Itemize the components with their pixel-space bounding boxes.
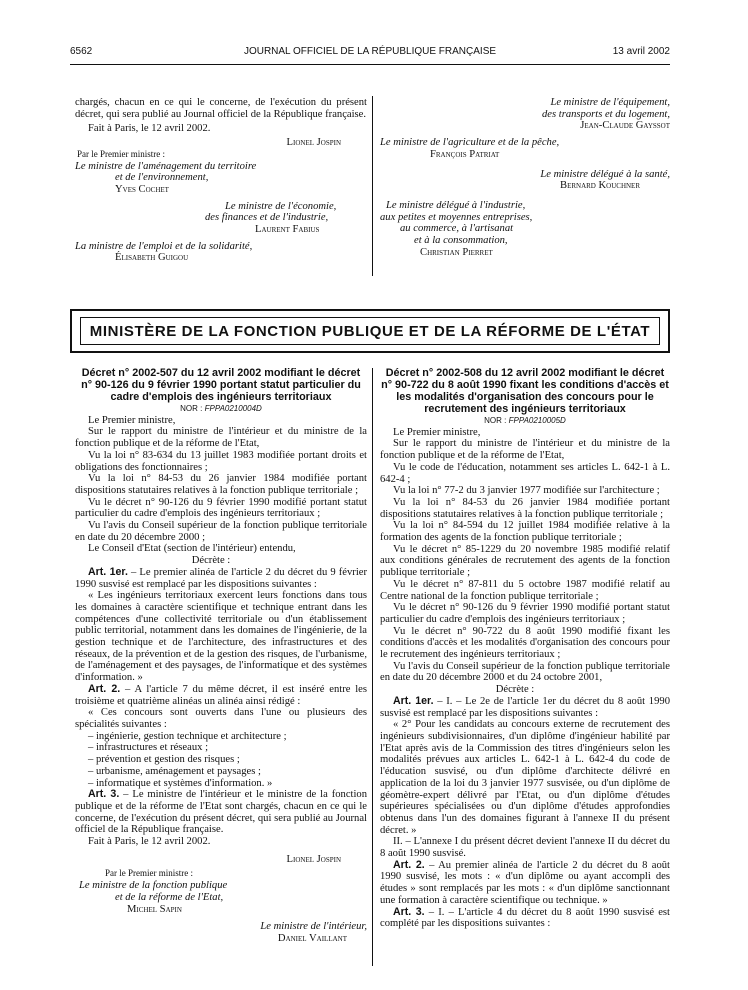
paragraph: Sur le rapport du ministre de l'intérieur et du ministre de la fonction publique et de la réforme de l'Etat, <box>75 426 367 450</box>
top-left-column <box>75 97 367 264</box>
par-le-premier-ministre: Par le Premier ministre : <box>77 148 165 159</box>
right-decree-column <box>380 367 670 930</box>
paragraph: Vu l'avis du Conseil supérieur de la fonction publique territoriale en date du 20 décembre 2000 et du 24 octobre 2001, <box>380 660 670 684</box>
nor-reference <box>75 403 367 415</box>
ministry-title: MINISTÈRE DE LA FONCTION PUBLIQUE ET DE LA RÉFORME DE L'ÉTAT <box>80 317 660 345</box>
article-label: Art. 3. <box>88 788 120 801</box>
article-1 <box>380 696 670 719</box>
signature-title: et à la consommation, <box>414 235 508 247</box>
paragraph: Vu la loi n° 77-2 du 3 janvier 1977 modifiée sur l'architecture ; <box>393 485 660 497</box>
page-number: 6562 <box>70 46 93 57</box>
paragraph: Vu le décret n° 90-126 du 9 février 1990 modifié portant statut particulier du cadre d'emplois des ingénieurs territoriaux ; <box>75 496 367 520</box>
signature-title: Le ministre de l'économie, <box>225 200 337 212</box>
article-3 <box>380 907 670 930</box>
quote: « Ces concours sont ouverts dans l'une ou plusieurs des spécialités suivantes : <box>75 707 367 730</box>
list-item: – prévention et gestion des risques ; <box>88 754 240 766</box>
paragraph: Vu le décret n° 85-1229 du 20 novembre 1985 modifié relatif aux conditions générales de recrutement des agents de la fonction publique territoriale ; <box>380 543 670 579</box>
article-label: Art. 2. <box>393 858 425 871</box>
list-item: – urbanisme, aménagement et paysages ; <box>88 765 261 777</box>
paragraph: Vu le décret n° 90-722 du 8 août 1990 modifié fixant les conditions d'accès et les modalités d'organisation des concours pour le recrutement des ingénieurs territoriaux ; <box>380 625 670 661</box>
top-right-column <box>380 97 670 258</box>
signature-name: Christian Pierret <box>420 246 493 258</box>
article-text: – I. – Le 2e de l'article 1er du décret du 8 août 1990 susvisé est remplacé par les dispositions suivantes : <box>380 695 670 719</box>
signature-title: Le ministre de la fonction publique <box>79 880 228 892</box>
nor-value: FPPA0210004D <box>204 404 262 413</box>
paragraph: Vu la loi n° 84-53 du 26 janvier 1984 modifiée portant dispositions statutaires relatives à la fonction publique territoriale ; <box>380 496 670 520</box>
article-label: Art. 1er. <box>88 565 128 578</box>
signature-name: Jean-Claude Gayssot <box>580 120 670 132</box>
paragraph: Vu la loi n° 83-634 du 13 juillet 1983 modifiée portant droits et obligations des fonctionnaires ; <box>75 449 367 473</box>
paragraph: Vu la loi n° 84-594 du 12 juillet 1984 modifiée relative à la formation des agents de la fonction publique territoriale ; <box>380 520 670 544</box>
fait-a-paris: Fait à Paris, le 12 avril 2002. <box>88 123 211 135</box>
column-divider-main <box>372 368 373 966</box>
article-label: Art. 3. <box>393 905 425 918</box>
signature-title: Le ministre de l'intérieur, <box>260 921 367 933</box>
article-label: Art. 1er. <box>393 694 434 707</box>
article-text: – A l'article 7 du même décret, il est inséré entre les troisième et quatrième alinéas un alinéa ainsi rédigé : <box>75 683 367 707</box>
signature-title: Le ministre délégué à la santé, <box>540 168 670 180</box>
signature-title: Le ministre délégué à l'industrie, <box>386 199 526 211</box>
paragraph: Le Conseil d'Etat (section de l'intérieur) entendu, <box>88 543 296 555</box>
signature-name: Yves Cochet <box>115 183 169 195</box>
article-text: – Au premier alinéa de l'article 2 du décret du 8 août 1990 susvisé, les mots : « d'un diplôme ou ayant accompli des études » sont remplacés par les mots : « d'un diplôme sanctionnant une formation à caractère scientifique ou technique. » <box>380 859 670 906</box>
fait-a-paris: Fait à Paris, le 12 avril 2002. <box>88 836 211 848</box>
article-text: – Le premier alinéa de l'article 2 du décret du 9 février 1990 susvisé est remplacé par les dispositions suivantes : <box>75 566 367 590</box>
ministry-banner <box>70 309 670 353</box>
article-text: – Le ministre de l'intérieur et le ministre de la fonction publique et de la réforme de l'Etat sont chargés, chacun en ce qui le concerne, de l'exécution du présent décret, qui sera publié au Journal officiel de la République française. <box>75 789 368 836</box>
paragraph: Vu le décret n° 90-126 du 9 février 1990 modifié portant statut particulier du cadre d'emplois des ingénieurs territoriaux ; <box>380 602 670 625</box>
signature-title: des finances et de l'industrie, <box>205 212 329 224</box>
par-le-premier-ministre: Par le Premier ministre : <box>105 868 193 879</box>
signature-name: Daniel Vaillant <box>277 932 347 944</box>
decrete-label: Décrète : <box>191 555 231 567</box>
decree-title: Décret n° 2002-507 du 12 avril 2002 modifiant le décret n° 90-126 du 9 février 1990 portant statut particulier du cadre d'emplois des ingénieurs territoriaux <box>81 367 361 403</box>
list-item: – informatique et systèmes d'information. » <box>88 777 273 789</box>
page-header <box>70 46 670 60</box>
signer-main: Lionel Jospin <box>286 137 341 149</box>
decree-title: Décret n° 2002-508 du 12 avril 2002 modifiant le décret n° 90-722 du 8 août 1990 fixant les conditions d'accès et les modalités d'organisation des concours pour le recrutement des ingénieurs territoriaux <box>381 367 669 415</box>
issue-date: 13 avril 2002 <box>612 46 670 57</box>
paragraph: Sur le rapport du ministre de l'intérieur et du ministre de la fonction publique et de la réforme de l'Etat, <box>380 438 670 462</box>
signature-title: aux petites et moyennes entreprises, <box>380 211 533 223</box>
signature-title: Le ministre de l'agriculture et de la pêche, <box>380 137 560 149</box>
signature-title: au commerce, à l'artisanat <box>400 223 514 235</box>
left-decree-column <box>75 367 367 945</box>
signature-name: François Patriat <box>430 148 500 160</box>
signature-title: La ministre de l'emploi et de la solidarité, <box>75 240 253 252</box>
signature-title: Le ministre de l'équipement, <box>550 97 670 108</box>
article-text: – I. – L'article 4 du décret du 8 août 1990 susvisé est complété par les dispositions suivantes : <box>380 906 670 930</box>
paragraph: Vu le code de l'éducation, notamment ses articles L. 642-1 à L. 642-4 ; <box>380 461 670 485</box>
paragraph: Vu la loi n° 84-53 du 26 janvier 1984 modifiée portant dispositions statutaires relatives à la fonction publique territoriale ; <box>75 473 367 496</box>
nor-reference <box>380 415 670 427</box>
paragraph: Le Premier ministre, <box>88 414 176 426</box>
signer-main: Lionel Jospin <box>286 853 341 865</box>
list-item: – infrastructures et réseaux ; <box>88 742 209 754</box>
signature-title: et de l'environnement, <box>115 172 209 184</box>
signature-title: des transports et du logement, <box>542 108 670 120</box>
paragraph: Vu l'avis du Conseil supérieur de la fonction publique territoriale en date du 20 décembre 2000 ; <box>75 520 367 543</box>
quote: « Les ingénieurs territoriaux exercent leurs fonctions dans tous les domaines à caractère scientifique et technique entrant dans les compétences d'une collectivité territoriale ou d'un établissement public territorial, notamment dans les domaines de l'ingénierie, de la gestion technique et de l'architecture, des infrastructures et des réseaux, de la prévention et de la gestion des risques, de l'urbanisme, de l'aménagement et des paysages, de l'informatique et des systèmes d'information. » <box>75 590 367 684</box>
article-1 <box>75 567 367 590</box>
signature-name: Michel Sapin <box>127 903 182 915</box>
nor-label: NOR : <box>484 416 509 425</box>
nor-value: FPPA0210005D <box>508 416 566 425</box>
header-rule <box>70 64 670 65</box>
journal-title: JOURNAL OFFICIEL DE LA RÉPUBLIQUE FRANÇAISE <box>243 46 497 57</box>
article-label: Art. 2. <box>88 682 121 695</box>
paragraph: Le Premier ministre, <box>393 426 481 438</box>
article-2 <box>380 860 670 907</box>
paragraph: Vu le décret n° 87-811 du 5 octobre 1987 modifié relatif au Centre national de la fonction publique territoriale ; <box>380 578 670 602</box>
nor-label: NOR : <box>180 404 205 413</box>
article-3 <box>75 789 367 836</box>
list-item: – ingénierie, gestion technique et architecture ; <box>88 730 287 742</box>
decrete-label: Décrète : <box>495 684 535 696</box>
closing-text: chargés, chacun en ce qui le concerne, de l'exécution du présent décret, qui sera publié au Journal officiel de la République française. <box>75 97 367 120</box>
signature-name: Bernard Kouchner <box>560 180 640 192</box>
signature-name: Élisabeth Guigou <box>115 252 189 264</box>
quote: « 2° Pour les candidats au concours externe de recrutement des ingénieurs subdivisionnaires, d'un diplôme d'ingénieur habilité par l'Etat après avis de la Commission des titres d'ingénieurs selon les modalités prévues aux articles L. 642-1 à L. 642-4 du code de l'éducation susvisé, ou d'un diplôme d'architecte délivré en application de la loi du 3 janvier 1977 susvisée, ou d'un diplôme de géomètre-expert délivré par l'Etat, ou d'un diplôme d'études supérieures spécialisées ou d'un diplôme d'études approfondies obtenus dans l'un des domaines figurant à l'annexe II du présent décret. » <box>380 719 670 836</box>
article-2 <box>75 684 367 707</box>
signature-title: et de la réforme de l'Etat, <box>115 891 224 903</box>
signature-name: Laurent Fabius <box>255 224 320 236</box>
signature-title: Le ministre de l'aménagement du territoire <box>75 160 257 172</box>
column-divider-top <box>372 96 373 276</box>
paragraph: II. – L'annexe I du présent décret devient l'annexe II du décret du 8 août 1990 susvisé. <box>380 836 670 860</box>
